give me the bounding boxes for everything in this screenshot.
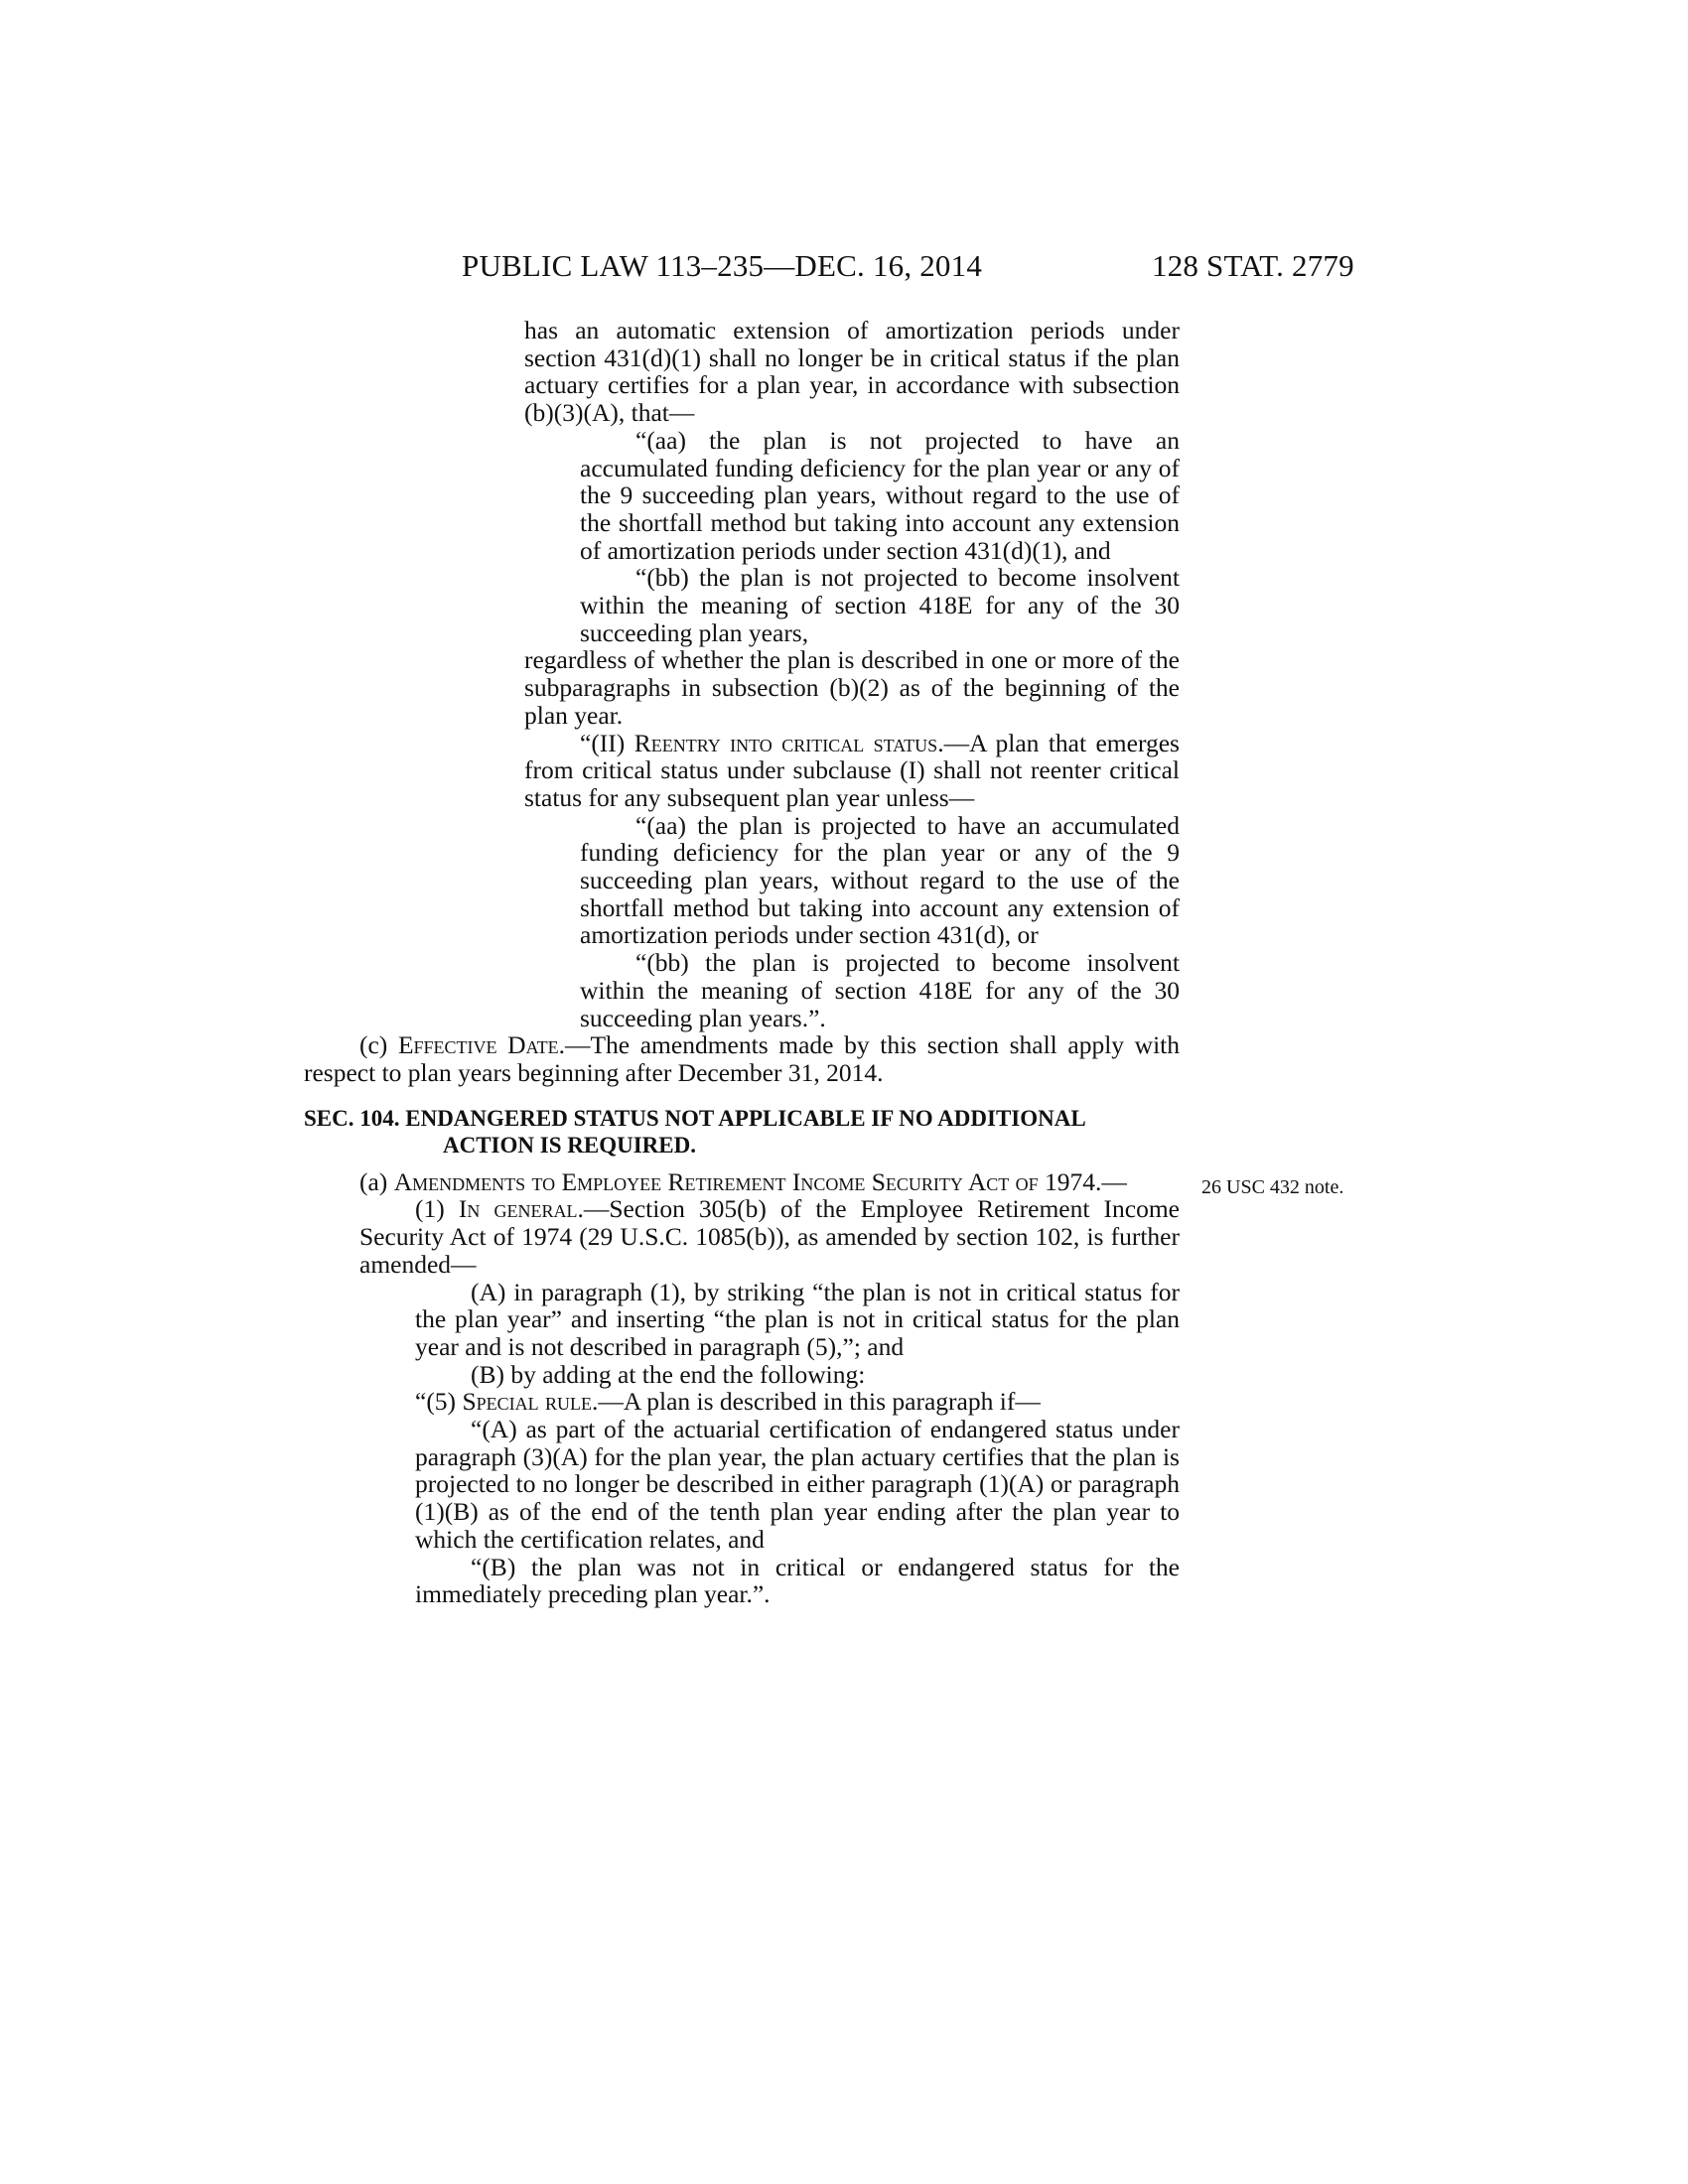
subsection-a-year: 1974.— — [1038, 1166, 1127, 1196]
section-104-heading: SEC. 104. ENDANGERED STATUS NOT APPLICABLE IF NO ADDITIONAL ACTION IS REQUIRED. — [304, 1105, 1085, 1158]
subsection-c-number: (c) — [359, 1030, 398, 1060]
subclause-flush-text: regardless of whether the plan is described in one or more of the subparagraphs in subsection (b)(2) as of the beginning of the plan year. — [524, 645, 1180, 730]
margin-note: 26 USC 432 note. — [1201, 1176, 1344, 1198]
subclause-ii-reentry — [304, 730, 1180, 812]
subclause-ii-number: “(II) — [580, 728, 634, 757]
item-bb-reentry: “(bb) the plan is projected to become insolvent within the meaning of section 418E for any of the 30 succeeding plan years.”. — [580, 948, 1180, 1032]
paragraph-1-heading: In general. — [458, 1194, 584, 1224]
paragraph-5-special-rule — [304, 1388, 1180, 1416]
paragraph-5-text: —A plan is described in this paragraph if— — [598, 1387, 1041, 1417]
item-aa-reentry: “(aa) the plan is projected to have an accumulated funding deficiency for the plan year or any of the 9 succeeding plan years, without regard to the use of the shortfall method but taking into account any extension of amortization periods under section 431(d), or — [580, 810, 1180, 950]
subsection-c-effective-date — [304, 1031, 1180, 1086]
quoted-subparagraph-b: “(B) the plan was not in critical or endangered status for the immediately preceding plan year.”. — [415, 1552, 1180, 1609]
paragraph-1-number: (1) — [415, 1194, 459, 1224]
subsection-c-text: —The amendments made by this section shall apply with respect to plan years beginning after December 31, 2014. — [304, 1030, 1180, 1087]
subparagraph-a-striking: (A) in paragraph (1), by striking “the plan is not in critical status for the plan year” and inserting “the plan is not in critical status for the plan year and is not described in paragraph (5),”; and — [415, 1277, 1180, 1361]
subclause-continuation: has an automatic extension of amortization periods under section 431(d)(1) shall no longer be in critical status if the plan actuary certifies for a plan year, in accordance with subsection (b)(3)(A), that— — [524, 316, 1180, 428]
document-body — [304, 317, 1180, 1608]
statute-page-number: 128 STAT. 2779 — [1152, 248, 1354, 283]
subparagraph-b-adding: (B) by adding at the end the following: — [471, 1359, 866, 1389]
quoted-subparagraph-a: “(A) as part of the actuarial certification of endangered status under paragraph (3)(A) for the plan year, the plan actuary certifies that the plan is projected to no longer be described in either paragraph (1)(A) or paragraph (1)(B) as of the end of the tenth plan year ending after the plan year to which the certification relates, and — [415, 1415, 1180, 1554]
paragraph-5-heading: Special rule. — [462, 1387, 599, 1417]
paragraph-1-in-general — [304, 1195, 1180, 1278]
page-header — [0, 248, 1688, 288]
subsection-a-heading: Amendments to Employee Retirement Income Security Act of — [393, 1166, 1039, 1196]
paragraph-5-number: “(5) — [415, 1387, 463, 1417]
subsection-a-amendments — [304, 1168, 1180, 1196]
subsection-c-heading: Effective Date. — [397, 1030, 565, 1060]
subsection-a-number: (a) — [359, 1166, 394, 1196]
item-aa-emergence: “(aa) the plan is not projected to have an accumulated funding deficiency for the plan year or any of the 9 succeeding plan years, without regard to the use of the shortfall method but taking into account any extension of amortization periods under section 431(d)(1), and — [580, 425, 1180, 565]
running-head: PUBLIC LAW 113–235—DEC. 16, 2014 — [462, 248, 983, 283]
subclause-ii-heading: Reentry into critical status. — [633, 728, 944, 757]
subclause-ii-text: —A plan that emerges from critical status under subclause (I) shall not reenter critical status for any subsequent plan year unless— — [524, 728, 1180, 812]
item-bb-emergence: “(bb) the plan is not projected to become insolvent within the meaning of section 418E for any of the 30 succeeding plan years, — [580, 563, 1180, 647]
paragraph-1-text: —Section 305(b) of the Employee Retirement Income Security Act of 1974 (29 U.S.C. 1085(b)), as amended by section 102, is further amended— — [359, 1194, 1180, 1279]
